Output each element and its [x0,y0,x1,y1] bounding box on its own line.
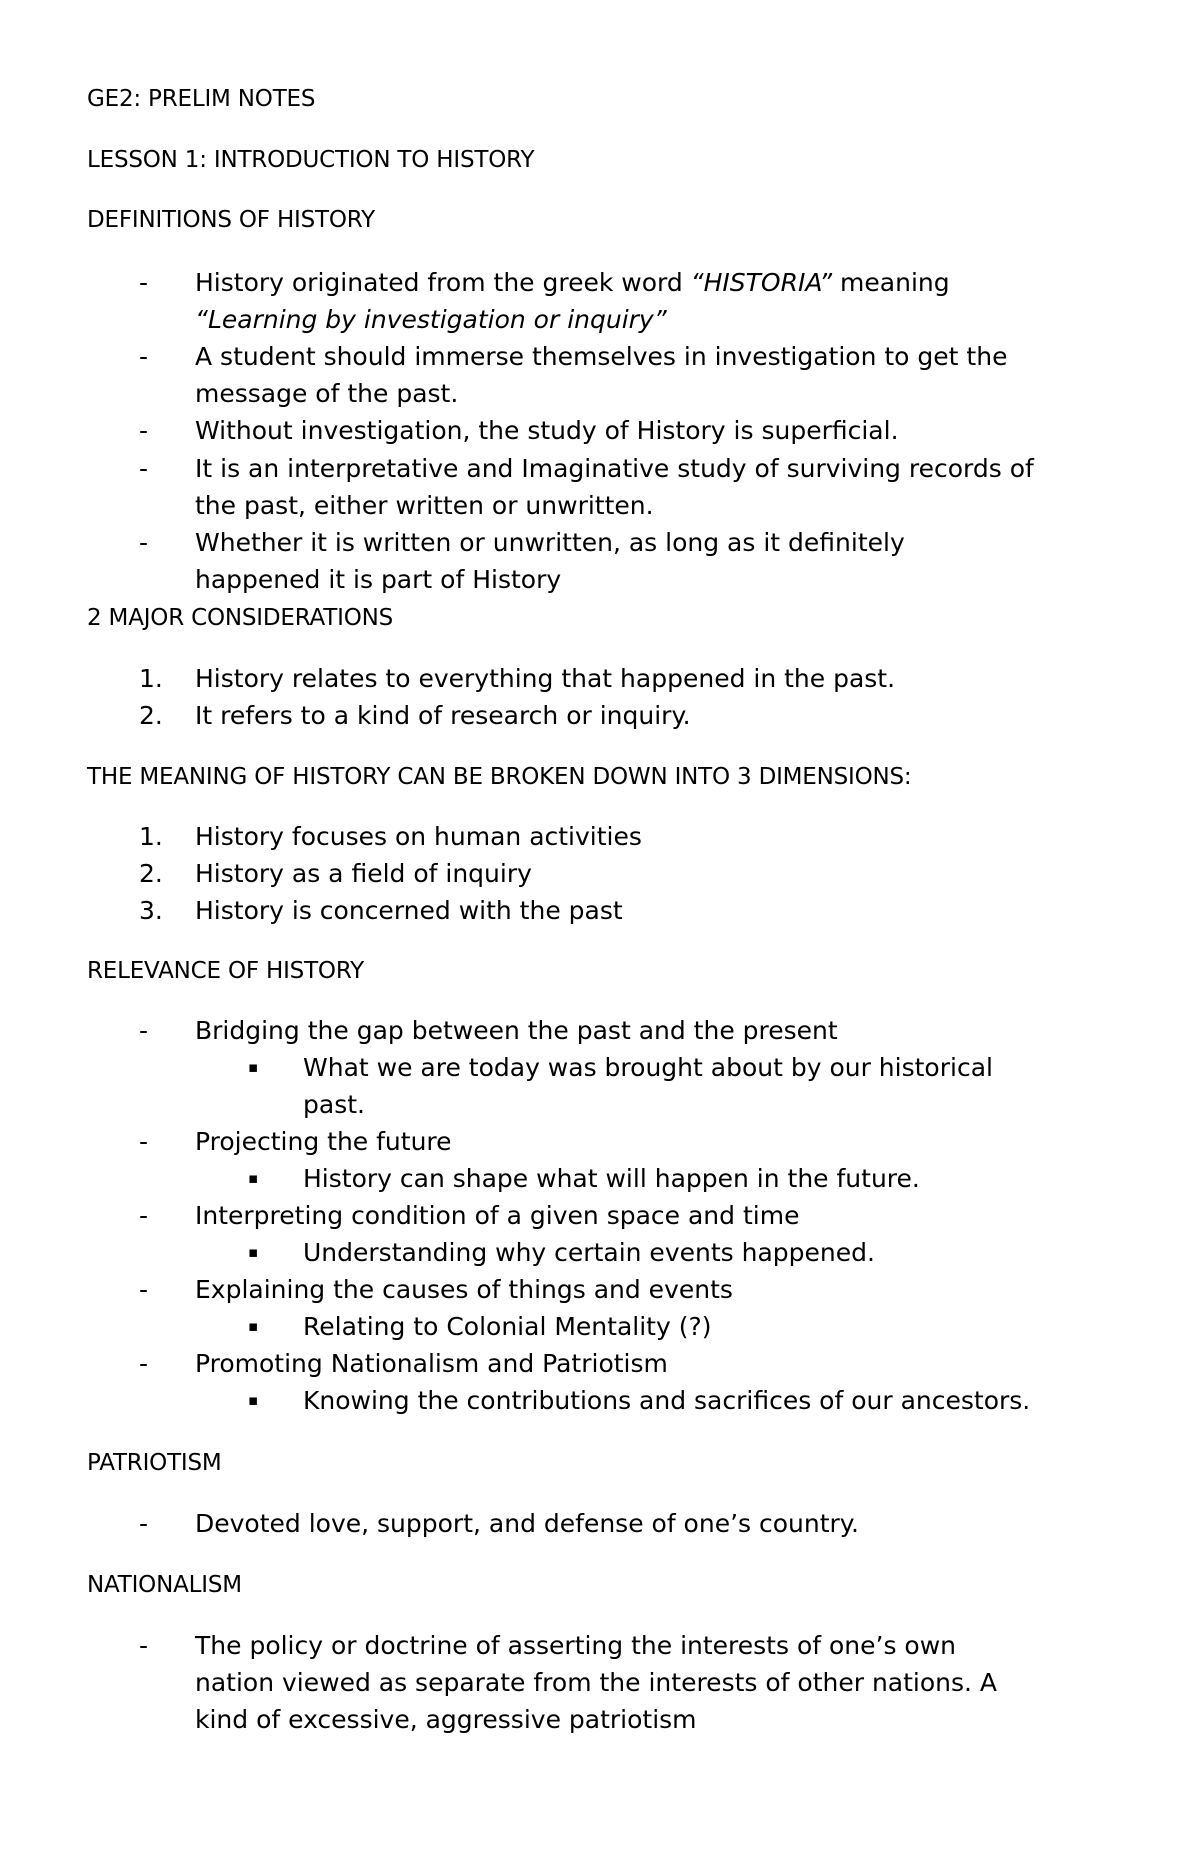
item-text: nation viewed as separate from the interests of other nations. A [195,1668,998,1697]
dash-bullet: - [139,1127,149,1156]
item-text: Bridging the gap between the past and the present [195,1016,838,1045]
item-quote: “Learning by investigation or inquiry” [195,305,667,334]
item-number: 2. [139,859,163,888]
item-number: 3. [139,896,163,925]
item-text: History is concerned with the past [195,896,623,925]
square-bullet: ▪ [248,1058,259,1076]
item-text: History relates to everything that happened in the past. [195,664,896,693]
section-heading-nationalism: NATIONALISM [87,1572,242,1598]
item-text: It is an interpretative and Imaginative study of surviving records of [195,454,1034,483]
dash-bullet: - [139,342,149,371]
sub-item-text: Knowing the contributions and sacrifices of our ancestors. [303,1386,1031,1415]
sub-item-text: What we are today was brought about by our historical [303,1053,993,1082]
item-number: 1. [139,664,163,693]
item-text: Projecting the future [195,1127,452,1156]
item-text: Without investigation, the study of History is superficial. [195,416,899,445]
item-text: Promoting Nationalism and Patriotism [195,1349,668,1378]
square-bullet: ▪ [248,1169,259,1187]
item-text: The policy or doctrine of asserting the interests of one’s own [195,1631,957,1660]
item-text: message of the past. [195,379,459,408]
sub-item-text: Relating to Colonial Mentality (?) [303,1312,712,1341]
item-text: History focuses on human activities [195,822,642,851]
dash-bullet: - [139,268,149,297]
item-text: Devoted love, support, and defense of one’s country. [195,1509,859,1538]
item-number: 1. [139,822,163,851]
item-text: Whether it is written or unwritten, as long as it definitely [195,528,905,557]
item-text: meaning [832,268,950,297]
dash-bullet: - [139,1016,149,1045]
item-text: Explaining the causes of things and events [195,1275,733,1304]
section-heading-considerations: 2 MAJOR CONSIDERATIONS [87,605,394,631]
sub-item-text: Understanding why certain events happened. [303,1238,875,1267]
sub-item-text: History can shape what will happen in the future. [303,1164,920,1193]
dash-bullet: - [139,1201,149,1230]
dash-bullet: - [139,1509,149,1538]
document-title: GE2: PRELIM NOTES [87,86,316,112]
section-heading-patriotism: PATRIOTISM [87,1450,222,1476]
dash-bullet: - [139,1631,149,1660]
lesson-title: LESSON 1: INTRODUCTION TO HISTORY [87,147,535,173]
section-heading-relevance: RELEVANCE OF HISTORY [87,958,364,984]
item-text: the past, either written or unwritten. [195,491,654,520]
item-text: happened it is part of History [195,565,562,594]
sub-item-text: past. [303,1090,365,1119]
dash-bullet: - [139,454,149,483]
item-number: 2. [139,701,163,730]
section-heading-dimensions: THE MEANING OF HISTORY CAN BE BROKEN DOWN INTO 3 DIMENSIONS: [87,764,912,790]
item-text: History as a field of inquiry [195,859,532,888]
section-heading-definitions: DEFINITIONS OF HISTORY [87,207,375,233]
square-bullet: ▪ [248,1391,259,1409]
item-term: “HISTORIA” [690,268,833,297]
item-text: It refers to a kind of research or inquiry. [195,701,691,730]
dash-bullet: - [139,416,149,445]
item-text: History originated from the greek word [195,268,691,297]
item-text: kind of excessive, aggressive patriotism [195,1705,697,1734]
square-bullet: ▪ [248,1243,259,1261]
item-text: Interpreting condition of a given space and time [195,1201,800,1230]
dash-bullet: - [139,1275,149,1304]
dash-bullet: - [139,1349,149,1378]
square-bullet: ▪ [248,1317,259,1335]
item-text: A student should immerse themselves in investigation to get the [195,342,1008,371]
dash-bullet: - [139,528,149,557]
